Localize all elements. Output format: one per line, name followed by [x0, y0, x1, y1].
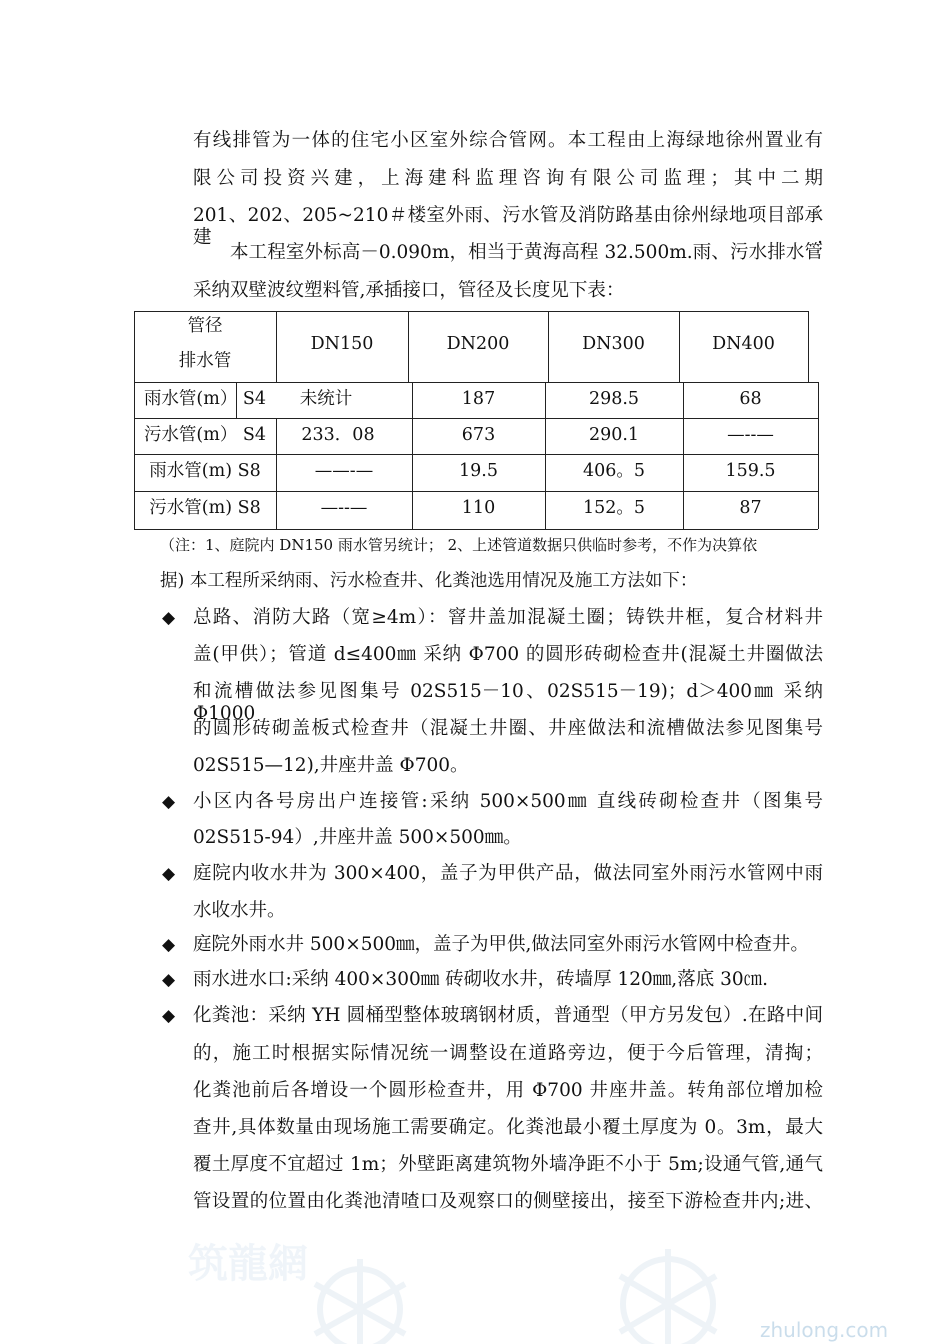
table-cell: 19.5 [459, 461, 498, 481]
watermark-logo-text: 筑龍網 [188, 1241, 308, 1287]
watermark-domain-text: zhulong.com [760, 1318, 889, 1342]
table-cell: 298.5 [588, 389, 640, 409]
table-row-label: 污水管(m） S4 [143, 425, 267, 445]
bullet1-line2: 盖(甲供）；管道 d≤400㎜ 采纳 Φ700 的圆形砖砌检查井(混凝土井圈做法 [193, 644, 823, 665]
bullet6-line4: 查井,具体数量由现场施工需要确定。化粪池最小覆土厚度为 0。3m，最大 [193, 1117, 823, 1138]
bullet6-line1: 化粪池：采纳 YH 圆桶型整体玻璃钢材质，普通型（甲方另发包）.在路中间 [193, 1005, 823, 1026]
bullet-diamond-icon: ◆ [162, 935, 176, 955]
para1-line1: 有线排管为一体的住宅小区室外综合管网。本工程由上海绿地徐州置业有 [193, 130, 823, 151]
bullet6-line5: 覆土厚度不宜超过 1m；外壁距离建筑物外墙净距不小于 5m;设通气管,通气 [193, 1154, 823, 1175]
bullet-diamond-icon: ◆ [162, 970, 176, 990]
table-row-label: 污水管(m) S8 [149, 498, 261, 518]
bullet-diamond-icon: ◆ [162, 608, 176, 628]
table-border [134, 454, 818, 455]
header-col-dn400: DN400 [712, 334, 775, 354]
table-row-label: 雨水管(m) S8 [149, 461, 261, 481]
bullet1-line1: 总路、消防大路（宽≥4m）：窨井盖加混凝土圈；铸铁井框，复合材料井 [193, 607, 823, 628]
bullet1-line3: 和流槽做法参见图集号 02S515－10、02S515－19)；d＞400㎜ 采纳 Φ1000 [193, 681, 823, 724]
header-corner-top: 管径 [187, 316, 223, 336]
table-cell: 159.5 [725, 461, 776, 481]
para1-line3: 201、202、205~210＃楼室外雨、污水管及消防路基由徐州绿地项目部承建. [193, 205, 823, 248]
table-cell: 未统计 [299, 389, 353, 409]
bullet1-line5: 02S515—12),井座井盖 Φ700。 [193, 755, 469, 776]
table-border [818, 382, 819, 529]
para1-line2: 限公司投资兴建，上海建科监理咨询有限公司监理；其中二期 [193, 168, 823, 189]
bullet3-line2: 水收水井。 [193, 900, 286, 921]
table-cell: 87 [739, 498, 762, 518]
bullet-diamond-icon: ◆ [162, 1006, 176, 1026]
table-cell: 406。5 [582, 461, 646, 481]
table-row-label: 雨水管(m） S4 [143, 389, 267, 409]
table-cell: 110 [461, 498, 496, 518]
bullet6-line6: 管设置的位置由化粪池清喳口及观察口的侧壁接出，接至下游检查井内;进、 [193, 1191, 823, 1212]
table-cell: —--— [320, 498, 368, 518]
table-border [808, 311, 809, 383]
table-cell: 187 [461, 389, 496, 409]
table-note-line2: 据) 本工程所采纳雨、污水检查井、化粪池选用情况及施工方法如下： [160, 571, 698, 591]
bullet-diamond-icon: ◆ [162, 792, 176, 812]
header-col-dn150: DN150 [310, 334, 374, 354]
bullet1-line4: 的圆形砖砌盖板式检查井（混凝土井圈、井座做法和流槽做法参见图集号 [193, 718, 823, 739]
table-cell: —--— [727, 425, 774, 445]
snowflake-watermark-icon [598, 1234, 738, 1344]
bullet5-line1: 雨水进水口:采纳 400×300㎜ 砖砌收水井，砖墙厚 120㎜,落底 30㎝. [193, 969, 768, 990]
table-cell: 233．08 [301, 425, 375, 445]
table-cell: ——-— [314, 461, 374, 481]
table-border [134, 529, 818, 530]
header-corner-bottom: 排水管 [178, 351, 232, 371]
table-cell: 290.1 [588, 425, 640, 445]
table-border [134, 491, 818, 492]
bullet-diamond-icon: ◆ [162, 864, 176, 884]
table-note-line1: （注：1、庭院内 DN150 雨水管另统计； 2、上述管道数据只供临时参考，不作为决算依 [160, 536, 758, 554]
para2-line2: 采纳双壁波纹塑料管,承插接口，管径及长度见下表： [193, 280, 625, 301]
header-col-dn300: DN300 [582, 334, 645, 354]
table-cell: 68 [739, 389, 762, 409]
table-cell: 152。5 [582, 498, 646, 518]
table-border [134, 311, 808, 312]
table-border [134, 418, 818, 419]
bullet6-line2: 的，施工时根据实际情况统一调整设在道路旁边，便于今后管理，清掏； [193, 1043, 823, 1064]
bullet6-line3: 化粪池前后各增设一个圆形检查井，用 Φ700 井座井盖。转角部位增加检 [193, 1080, 823, 1101]
header-col-dn200: DN200 [446, 334, 510, 354]
bullet3-line1: 庭院内收水井为 300×400，盖子为甲供产品，做法同室外雨污水管网中雨 [193, 863, 823, 884]
bullet2-line2: 02S515-94）,井座井盖 500×500㎜。 [193, 827, 522, 848]
para2-line1: 本工程室外标高－0.090m，相当于黄海高程 32.500m.雨、污水排水管 [230, 242, 823, 263]
snowflake-watermark-icon [285, 1234, 435, 1344]
bullet4-line1: 庭院外雨水井 500×500㎜，盖子为甲供,做法同室外雨污水管网中检查井。 [193, 934, 809, 955]
table-cell: 673 [461, 425, 496, 445]
bullet2-line1: 小区内各号房出户连接管:采纳 500×500㎜ 直线砖砌检查井（图集号 [193, 791, 823, 812]
